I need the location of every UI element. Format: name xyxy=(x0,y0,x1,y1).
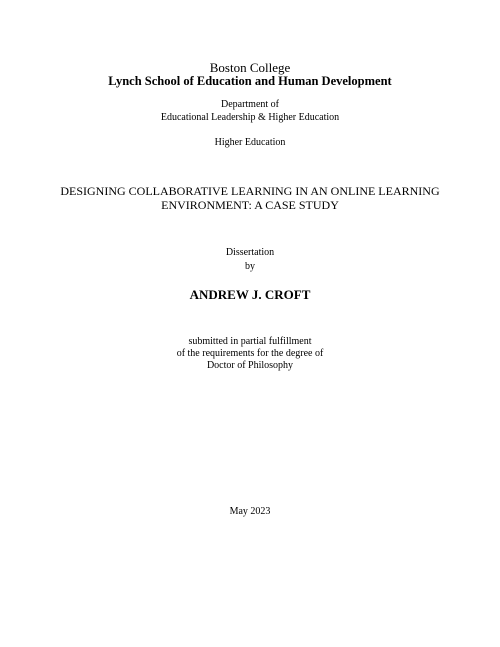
by-label: by xyxy=(245,261,255,272)
degree-name: Doctor of Philosophy xyxy=(206,360,294,371)
submission-statement-line-2: of the requirements for the degree of xyxy=(176,348,324,359)
dissertation-title-line-2: ENVIRONMENT: A CASE STUDY xyxy=(161,198,339,212)
dissertation-title-line-1: DESIGNING COLLABORATIVE LEARNING IN AN ONLINE LEARNING xyxy=(60,184,440,198)
department-label: Department of xyxy=(220,99,280,110)
program-name: Higher Education xyxy=(214,137,286,148)
submission-statement-line-1: submitted in partial fulfillment xyxy=(188,336,312,347)
document-type: Dissertation xyxy=(225,247,275,258)
institution-name: Boston College xyxy=(209,60,291,75)
author-name: ANDREW J. CROFT xyxy=(189,287,311,302)
school-name: Lynch School of Education and Human Development xyxy=(108,74,392,88)
department-name: Educational Leadership & Higher Education xyxy=(160,112,340,123)
submission-date: May 2023 xyxy=(229,506,271,517)
